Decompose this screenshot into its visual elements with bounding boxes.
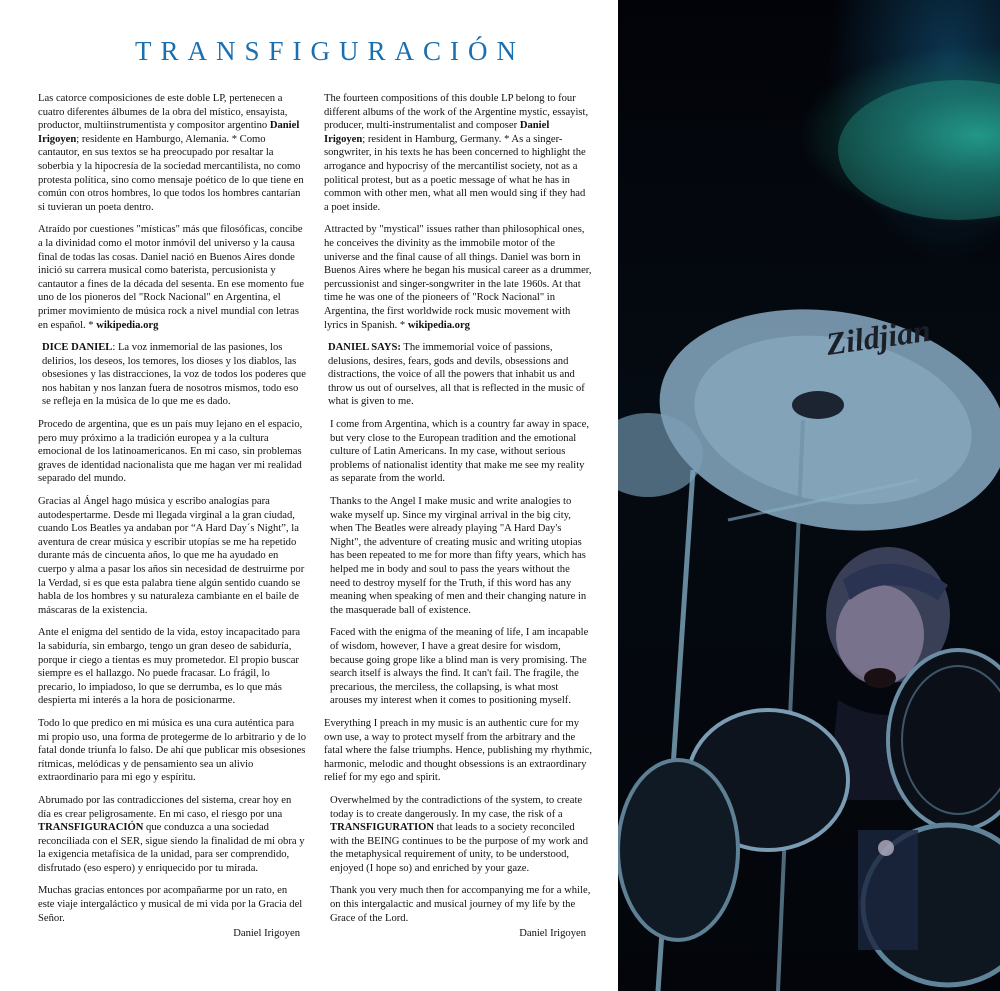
en-paragraph-9: Thank you very much then for accompanying me for a while, on this intergalactic and musical journey of my life by the Grace of the Lord. xyxy=(330,885,591,924)
quote-label: DICE DANIEL xyxy=(42,342,113,354)
source-link[interactable]: wikipedia.org xyxy=(407,319,470,331)
es-paragraph-9: Muchas gracias entonces por acompañarme por un rato, en este viaje intergaláctico y musical de mi vida por la Gracia del Señor. xyxy=(38,885,303,924)
es-paragraph-6: Ante el enigma del sentido de la vida, estoy incapacitado para la sabiduría, sin embargo, tengo un gran deseo de sabiduría, porque ir ciego a tientas es muy prometedor. El propio buscar siempre es el hallazgo. No puede fracasar. Lo frágil, lo precario, lo impiadoso, lo que se derrumba, es lo que más despierta mi interés a la hora de posicionarme. xyxy=(38,627,301,707)
drummer-illustration xyxy=(618,0,1000,991)
quote-label: DANIEL SAYS: xyxy=(328,342,401,354)
en-paragraph-5: Thanks to the Angel I make music and write analogies to wake myself up. Since my virginal arrival in the big city, when The Beatles were already playing "A Hard Day's Night", the adventure of creating music and writing utopias has been repeated to me for more than fifty years, which has helped me in body and soul to pass the years without the need to destroy myself for the Truth, if this word has any meaning when speaking of men and their changing nature in the masquerade ball of existence. xyxy=(330,496,587,616)
spanish-column xyxy=(38,92,306,941)
es-paragraph-1: Las catorce composiciones de este doble LP, pertenecen a cuatro diferentes álbumes de la obra del místico, ensayista, productor, multiinstrumentista y compositor argentino Daniel Irigoyen; residente en Hamburgo, Alemania. * Como cantautor, en sus textos se ha preocupado por resaltar la soberbia y la hipocresía de la sociedad mercantilista, no como protesta política, sino como mensaje poético de lo que tiene en común con otros hombres, lo que todos los hombres cantarían si tuvieran un poeta dentro. xyxy=(38,93,304,213)
source-link[interactable]: wikipedia.org xyxy=(96,319,159,331)
es-paragraph-8: Abrumado por las contradicciones del sistema, crear hoy en día es crear peligrosamente. En mi caso, el riesgo por una TRANSFIGURACIÓN que conduzca a una sociedad reconciliada con el SER, sigue siendo la finalidad de mi obra y la exigencia metafísica de la unidad, para ser comprendido, disfrutado (eso espero) y enriquecido por tu mirada. xyxy=(38,794,305,874)
en-paragraph-7: Everything I preach in my music is an authentic cure for my own use, a way to protect myself from the arbitrary and the fatal where the false triumphs. Hence, publishing my rhythmic, harmonic, melodic and thought obsessions is an extraordinary relief for my ego and spirit. xyxy=(324,717,593,784)
artist-name: Daniel Irigoyen xyxy=(324,120,550,145)
en-signature: Daniel Irigoyen xyxy=(519,928,586,940)
en-paragraph-1: The fourteen compositions of this double LP belong to four different albums of the work of the Argentine mystic, essayist, producer, multi-instrumentalist and composer Daniel Irigoyen; resident in Hamburg, Germany. * As a singer-songwriter, in his texts he has been concerned to highlight the arrogance and hypocrisy of the mercantilist society, not as a political protest, but as a poetic message of what he has in common with other men, what all men would sing if they had a poet inside. xyxy=(324,93,589,213)
keyword: TRANSFIGURACIÓN xyxy=(38,822,144,834)
en-paragraph-3: DANIEL SAYS: The immemorial voice of passions, delusions, desires, fears, gods and devils, obsessions and distractions, the voice of all the powers that inhabit us and throw us out of ourselves, all that is reflected in the music of what is given to me. xyxy=(328,342,585,408)
english-column xyxy=(324,92,592,941)
es-paragraph-2: Atraído por cuestiones "místicas" más que filosóficas, concibe a la divinidad como el motor inmóvil del universo y la causa final de todas las cosas. Daniel nació en Buenos Aires donde inició su carrera musical como baterista, percusionista y cantautor a fines de la década del sesenta. En ese momento fue uno de los pioneros del "Rock Nacional" en Argentina, el primer movimiento de música rock a nivel mundial con letras en español. * wikipedia.org xyxy=(38,224,304,331)
es-paragraph-3: DICE DANIEL: La voz inmemorial de las pasiones, los delirios, los deseos, los temores, los dioses y los diablos, las obsesiones y las distracciones, la voz de todos los poderes que nos habitan y nos lanzan fuera de nosotros mismos, todo eso se refleja en la música de lo que me es dado. xyxy=(42,342,306,408)
en-paragraph-8: Overwhelmed by the contradictions of the system, to create today is to create dangerously. In my case, the risk of a TRANSFIGURATION that leads to a society reconciled with the BEING continues to be the purpose of my work and the metaphysical requirement of unity, to be understood, enjoyed (I hope so) and enriched by your gaze. xyxy=(330,794,589,874)
keyword: TRANSFIGURATION xyxy=(330,822,434,834)
cymbal-brand: Zildjian xyxy=(823,311,933,362)
crash-cymbal xyxy=(642,283,1000,556)
en-paragraph-4: I come from Argentina, which is a country far away in space, but very close to the European tradition and the emotional culture of Latin Americans. In my case, without serious problems of nationalist identity that make me see my reality as separate from the world. xyxy=(330,419,589,485)
artist-name: Daniel Irigoyen xyxy=(38,120,300,145)
es-signature: Daniel Irigoyen xyxy=(233,928,300,940)
es-paragraph-4: Procedo de argentina, que es un país muy lejano en el espacio, pero muy próximo a la tradición europea y a la cultura emocional de los latinoamericanos. En mi caso, sin problemas graves de identidad nacionalista que me hagan ver mi realidad separado del mundo. xyxy=(38,419,303,485)
stage-light xyxy=(838,80,1000,220)
drummer-photo xyxy=(618,0,1000,991)
es-paragraph-5: Gracias al Ángel hago música y escribo analogías para autodespertarme. Desde mi llegada virginal a la gran ciudad, cuando Los Beatles ya andaban por “A Hard Day´s Night”, la aventura de crear música y escribir utopías se me ha repetido durante más de cincuenta años, lo que me ha ayudado en cuerpo y alma a pasar los años sin necesidad de destruirme por la Verdad, si es que esta palabra tiene algún sentido cuando se habla de los hombres y su naturaleza cambiante en el baile de máscaras de la existencia. xyxy=(38,496,305,616)
en-paragraph-6: Faced with the enigma of the meaning of life, I am incapable of wisdom, however, I have a great desire for wisdom, because going grope like a blind man is very promising. The search itself is always the find. It can't fail. The fragile, the precarious, the merciless, the collapsing, is what most arouses my interest when it comes to positioning myself. xyxy=(330,627,589,707)
es-paragraph-7: Todo lo que predico en mi música es una cura auténtica para mi propio uso, una forma de protegerme de lo arbitrario y de lo fatal donde triunfa lo falso. De ahí que publicar mis obsesiones rítmicas, melódicas y de pensamiento sea un alivio extraordinario para mi ego y espíritu. xyxy=(38,717,306,784)
en-paragraph-2: Attracted by "mystical" issues rather than philosophical ones, he conceives the divinity as the immobile motor of the universe and the final cause of all things. Daniel was born in Buenos Aires where he began his musical career as a drummer, percussionist and singer-songwriter in the late 1960s. At that time he was one of the pioneers of "Rock Nacional" in Argentina, the first worldwide rock music movement with lyrics in Spanish. * wikipedia.org xyxy=(324,224,592,331)
page-title: TRANSFIGURACIÓN xyxy=(134,36,526,66)
